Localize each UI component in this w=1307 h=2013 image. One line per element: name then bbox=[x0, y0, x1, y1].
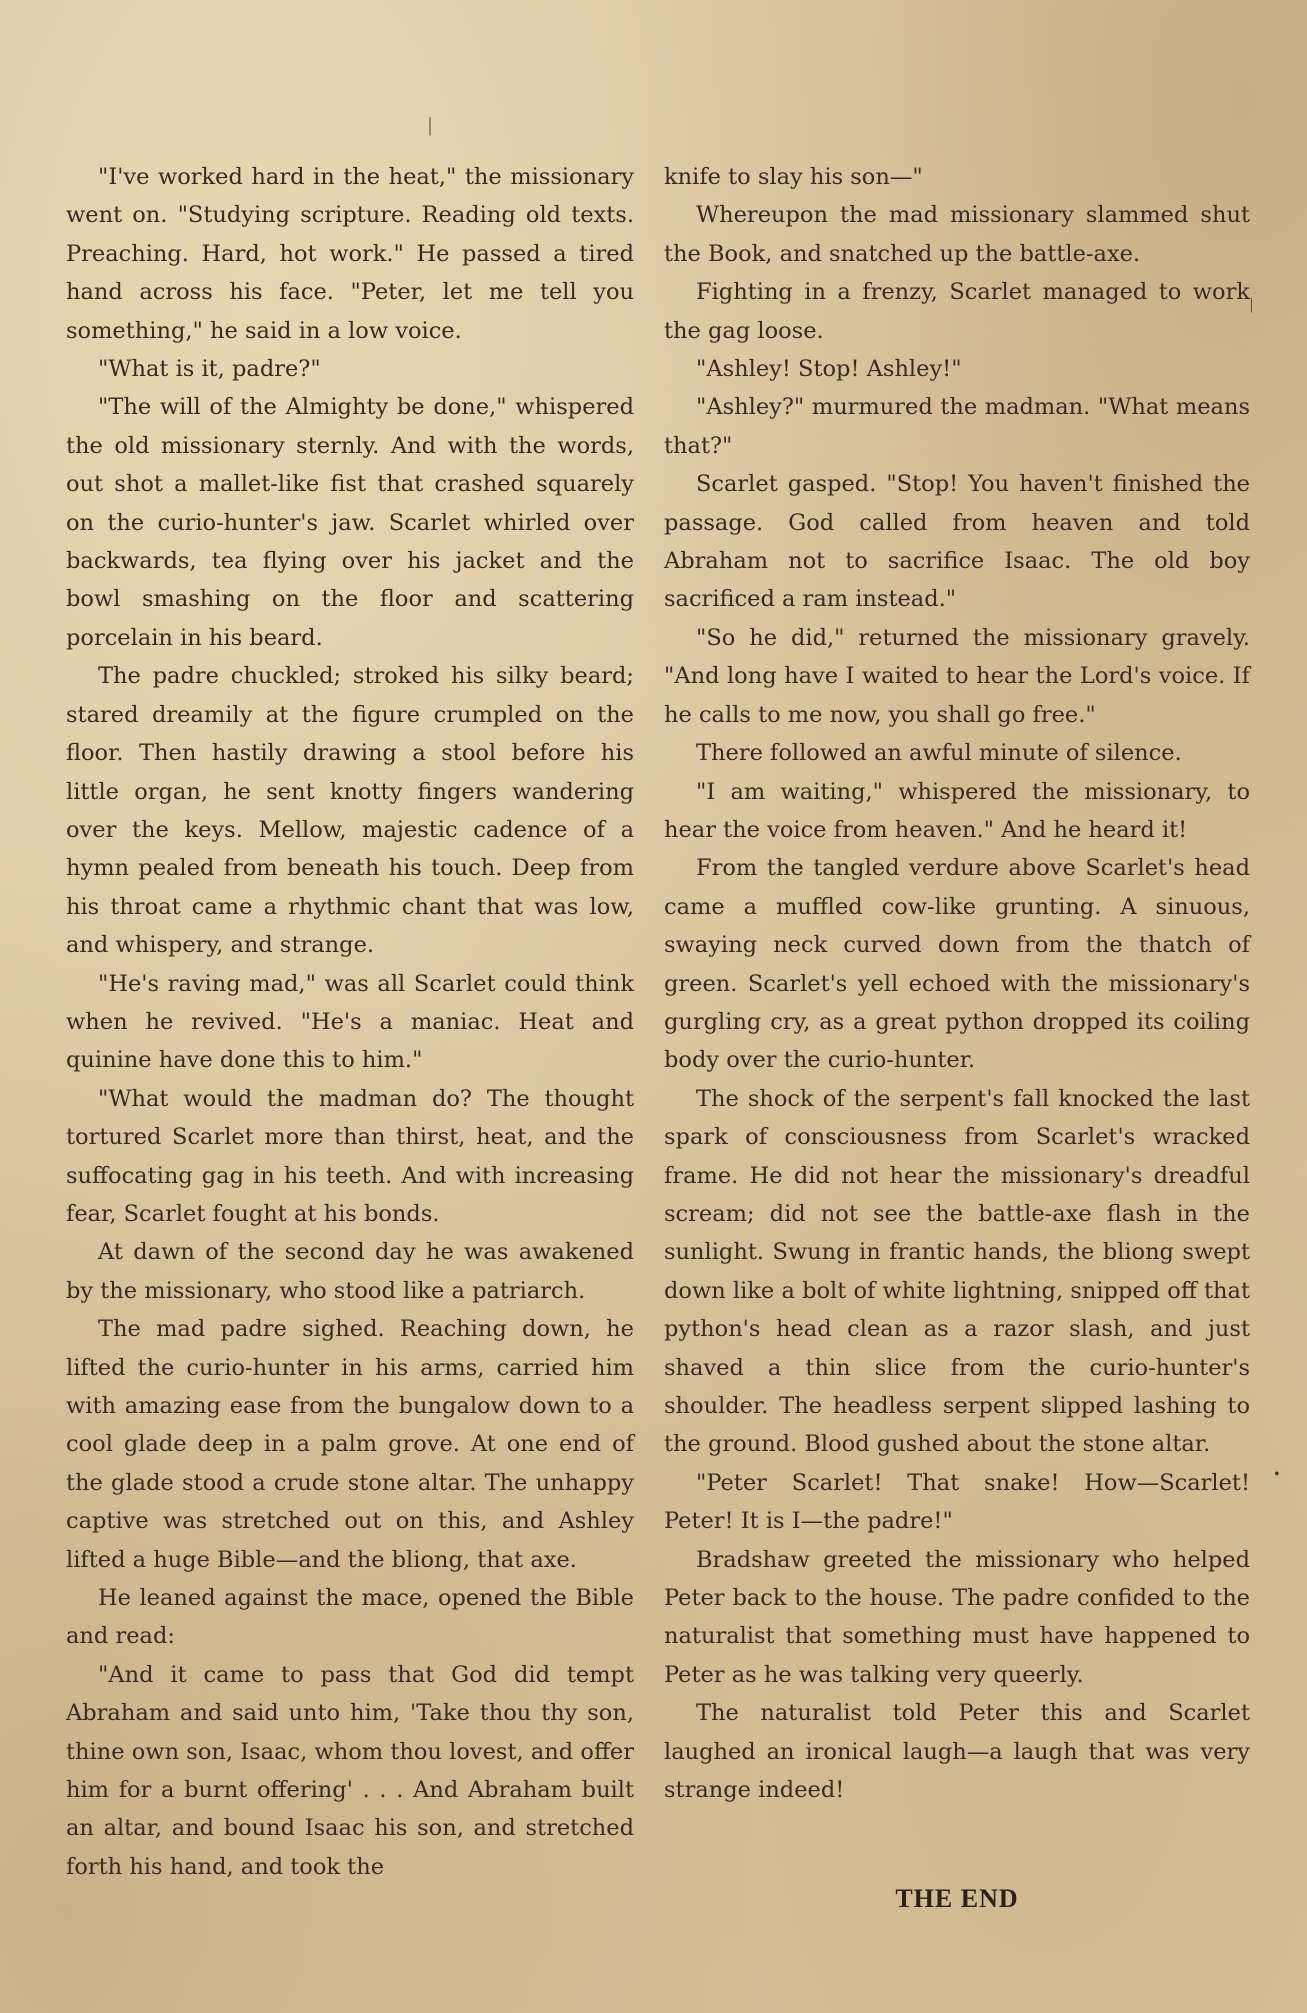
paragraph: From the tangled verdure above Scarlet's head came a muffled cow-like grunting. A sinuous, swaying neck curved down from the thatch of green. Scarlet's yell echoed with the missionary's gurgling cry, as a great python dropped its coiling body over the curio-hunter. bbox=[664, 855, 1250, 1074]
paragraph: "I am waiting," whispered the missionary, to hear the voice from heaven." And he heard it! bbox=[664, 778, 1250, 843]
paragraph: "What is it, padre?" bbox=[98, 356, 321, 383]
paragraph: "The will of the Almighty be done," whispered the old missionary sternly. And with the words, out shot a mallet-like fist that crashed squarely on the curio-hunter's jaw. Scarlet whirled over backwards, tea flying over his jacket and the bowl smashing on the floor and scattering porcelain in his beard. bbox=[66, 394, 634, 651]
paragraph: The mad padre sighed. Reaching down, he lifted the curio-hunter in his arms, carried him with amazing ease from the bungalow down to a cool glade deep in a palm grove. At one end of the glade stood a crude stone altar. The unhappy captive was stretched out on this, and Ashley lifted a huge Bible—and the bliong, that axe. bbox=[66, 1316, 634, 1573]
print-speck-mark: | bbox=[428, 114, 433, 136]
paragraph-continuation: knife to slay his son—" bbox=[664, 164, 923, 190]
paragraph: At dawn of the second day he was awakened by the missionary, who stood like a patriarch. bbox=[66, 1239, 634, 1304]
paragraph: "Ashley! Stop! Ashley!" bbox=[696, 356, 962, 383]
paragraph: "Ashley?" murmured the madman. "What means that?" bbox=[664, 394, 1250, 459]
paragraph: Scarlet gasped. "Stop! You haven't finished the passage. God called from heaven and told Abraham not to sacrifice Isaac. The old boy sacrificed a ram instead." bbox=[664, 471, 1250, 613]
the-end-label: THE END bbox=[895, 1884, 1019, 1913]
print-speck-mark: • bbox=[1274, 1466, 1280, 1483]
paragraph: Whereupon the mad missionary slammed shut the Book, and snatched up the battle-axe. bbox=[664, 202, 1250, 267]
paragraph: "He's raving mad," was all Scarlet could think when he revived. "He's a maniac. Heat and quinine have done this to him." bbox=[66, 970, 634, 1074]
left-column bbox=[66, 158, 634, 1886]
paragraph: "So he did," returned the missionary gravely. "And long have I waited to hear the Lord's voice. If he calls to me now, you shall go free." bbox=[664, 624, 1250, 728]
paragraph: Fighting in a frenzy, Scarlet managed to work the gag loose. bbox=[664, 279, 1250, 344]
paragraph: "What would the madman do? The thought tortured Scarlet more than thirst, heat, and the suffocating gag in his teeth. And with increasing fear, Scarlet fought at his bonds. bbox=[66, 1085, 634, 1227]
paragraph: "I've worked hard in the heat," the missionary went on. "Studying scripture. Reading old texts. Preaching. Hard, hot work." He passed a tired hand across his face. "Peter, let me tell you something," he said in a low voice. bbox=[66, 164, 634, 344]
paragraph: Bradshaw greeted the missionary who helped Peter back to the house. The padre confided to the naturalist that something must have happened to Peter as he was talking very queerly. bbox=[664, 1546, 1250, 1688]
paragraph: The naturalist told Peter this and Scarlet laughed an ironical laugh—a laugh that was very strange indeed! bbox=[664, 1700, 1250, 1804]
print-speck-mark: | bbox=[1250, 296, 1254, 313]
paragraph: There followed an awful minute of silence. bbox=[696, 740, 1182, 767]
paragraph: The padre chuckled; stroked his silky beard; stared dreamily at the figure crumpled on the floor. Then hastily drawing a stool before his little organ, he sent knotty fingers wandering over the keys. Mellow, majestic cadence of a hymn pealed from beneath his touch. Deep from his throat came a rhythmic chant that was low, and whispery, and strange. bbox=[66, 663, 634, 959]
paragraph: "And it came to pass that God did tempt Abraham and said unto him, 'Take thou thy son, thine own son, Isaac, whom thou lovest, and offer him for a burnt offering' . . . And Abraham built an altar, and bound Isaac his son, and stretched forth his hand, and took the bbox=[66, 1661, 634, 1880]
paragraph: The shock of the serpent's fall knocked the last spark of consciousness from Scarlet's wracked frame. He did not hear the missionary's dreadful scream; did not see the battle-axe flash in the sunlight. Swung in frantic hands, the bliong swept down like a bolt of white lightning, snipped off that python's head clean as a razor slash, and just shaved a thin slice from the curio-hunter's shoulder. The headless serpent slipped lashing to the ground. Blood gushed about the stone altar. bbox=[664, 1085, 1250, 1458]
paragraph: He leaned against the mace, opened the Bible and read: bbox=[66, 1585, 634, 1650]
right-column bbox=[664, 158, 1250, 1809]
paragraph: "Peter Scarlet! That snake! How—Scarlet! Peter! It is I—the padre!" bbox=[664, 1469, 1250, 1535]
